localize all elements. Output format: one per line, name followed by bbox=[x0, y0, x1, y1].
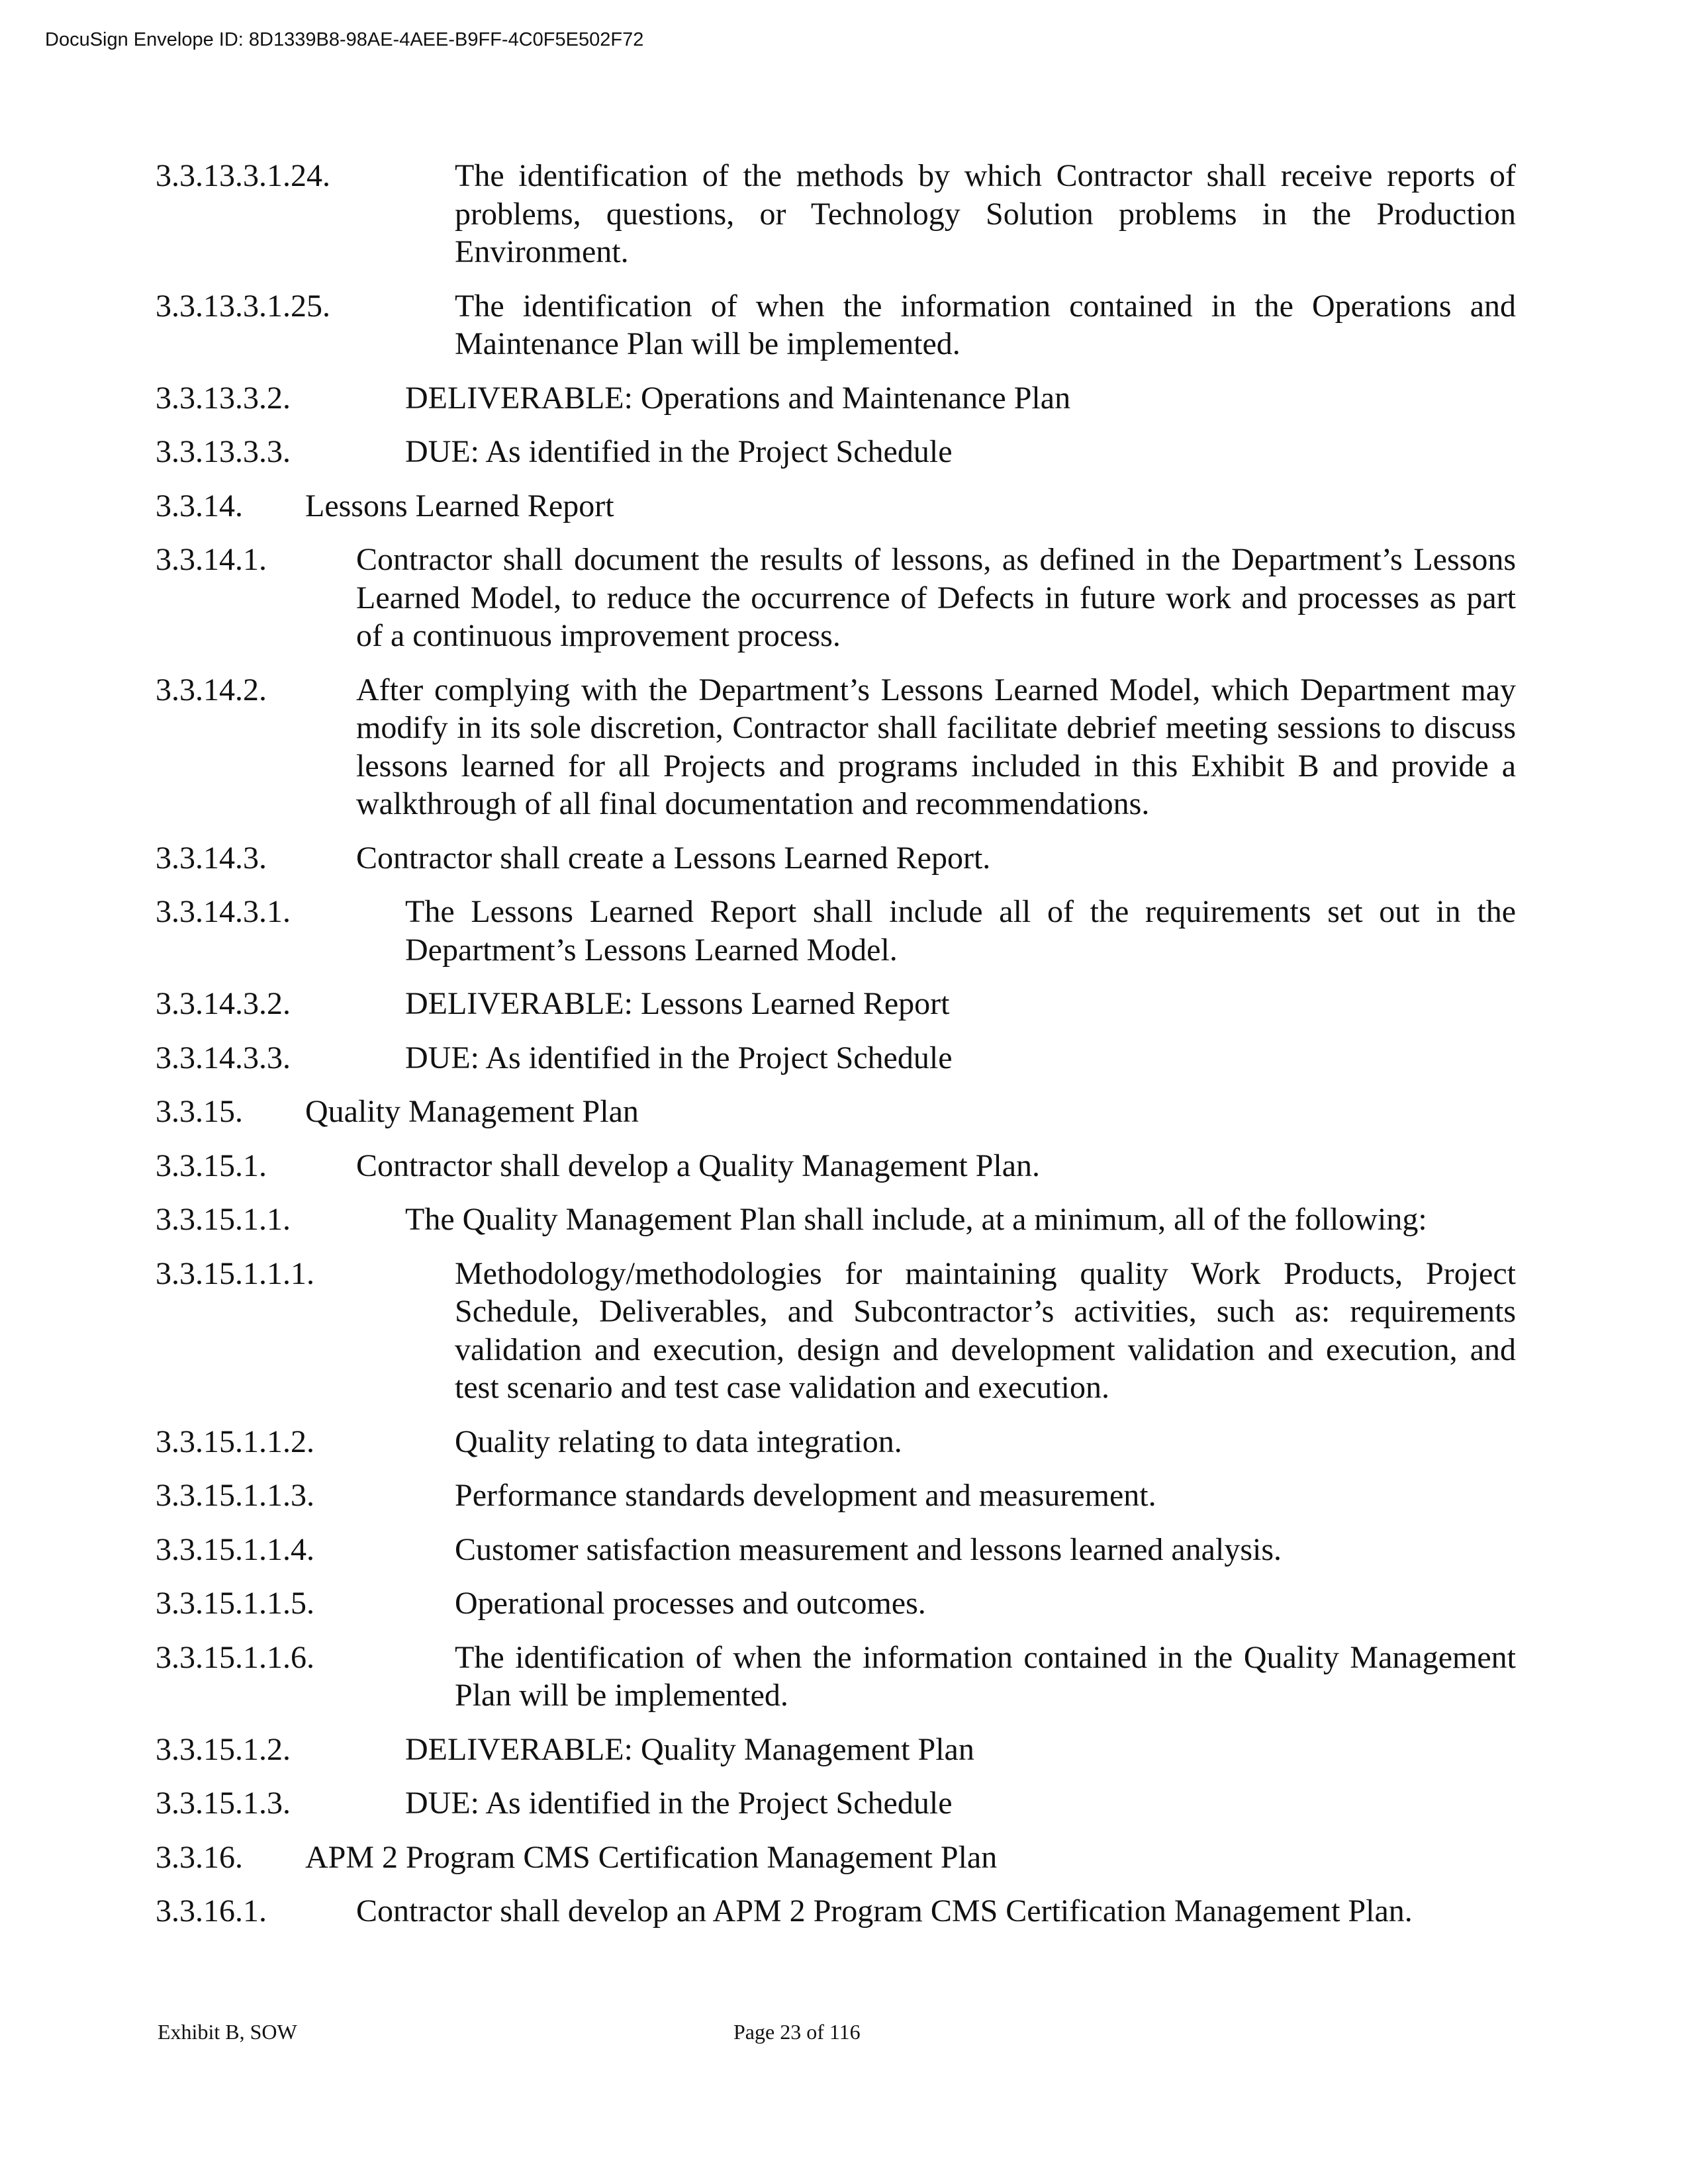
section-text: The identification of when the information contained in the Operations and Maintenance Plan will be implemented. bbox=[455, 288, 1516, 361]
list-item bbox=[0, 1584, 1688, 1623]
section-number: 3.3.14.2. bbox=[156, 672, 267, 707]
list-item bbox=[0, 1639, 1688, 1715]
section-text: Customer satisfaction measurement and lessons learned analysis. bbox=[455, 1531, 1282, 1567]
section-number: 3.3.15.1.1.4. bbox=[156, 1531, 314, 1567]
section-text: The Lessons Learned Report shall include all of the requirements set out in the Department’s Lessons Learned Model. bbox=[405, 894, 1516, 968]
list-item bbox=[0, 1477, 1688, 1515]
section-text: The identification of the methods by which Contractor shall receive reports of problems, questions, or Technology Solution problems in the Production Environment. bbox=[455, 158, 1516, 269]
footer-document-label: Exhibit B, SOW bbox=[158, 2020, 297, 2044]
section-number: 3.3.15.1.1. bbox=[156, 1202, 291, 1237]
section-number: 3.3.14.3.2. bbox=[156, 986, 291, 1021]
section-number: 3.3.15.1. bbox=[156, 1148, 267, 1183]
section-number: 3.3.14.3.3. bbox=[156, 1040, 291, 1075]
section-number: 3.3.14.1. bbox=[156, 542, 267, 577]
section-number: 3.3.15.1.1.6. bbox=[156, 1639, 314, 1675]
list-item bbox=[0, 1784, 1688, 1823]
section-text: DELIVERABLE: Operations and Maintenance Plan bbox=[405, 380, 1071, 416]
list-item bbox=[0, 839, 1688, 878]
section-number: 3.3.13.3.2. bbox=[156, 380, 291, 416]
list-item bbox=[0, 1423, 1688, 1461]
section-number: 3.3.14. bbox=[156, 488, 243, 523]
list-item bbox=[0, 541, 1688, 655]
section-number: 3.3.16.1. bbox=[156, 1893, 267, 1929]
section-number: 3.3.13.3.1.25. bbox=[156, 288, 330, 324]
list-item bbox=[0, 1255, 1688, 1407]
section-text: Contractor shall develop an APM 2 Program CMS Certification Management Plan. bbox=[356, 1893, 1413, 1929]
section-text: DUE: As identified in the Project Schedule bbox=[405, 1786, 953, 1821]
section-text: DUE: As identified in the Project Schedule bbox=[405, 434, 953, 469]
section-number: 3.3.16. bbox=[156, 1839, 243, 1875]
section-number: 3.3.15.1.1.2. bbox=[156, 1424, 314, 1459]
section-text: Contractor shall develop a Quality Management Plan. bbox=[356, 1148, 1041, 1183]
section-number: 3.3.15.1.1.3. bbox=[156, 1478, 314, 1513]
list-item bbox=[0, 1201, 1688, 1239]
section-number: 3.3.13.3.1.24. bbox=[156, 158, 330, 193]
section-heading bbox=[0, 1839, 1688, 1877]
section-number: 3.3.14.3. bbox=[156, 840, 267, 876]
section-heading bbox=[0, 1093, 1688, 1131]
list-item bbox=[0, 433, 1688, 471]
document-body bbox=[0, 157, 1688, 1946]
section-title: APM 2 Program CMS Certification Management Plan bbox=[305, 1839, 998, 1875]
section-text: The identification of when the information contained in the Quality Management Plan will be implemented. bbox=[455, 1639, 1516, 1713]
section-text: DELIVERABLE: Quality Management Plan bbox=[405, 1731, 974, 1767]
list-item bbox=[0, 1147, 1688, 1185]
section-number: 3.3.15.1.3. bbox=[156, 1786, 291, 1821]
section-number: 3.3.14.3.1. bbox=[156, 894, 291, 929]
list-item bbox=[0, 1892, 1688, 1931]
section-text: Quality relating to data integration. bbox=[455, 1424, 902, 1459]
section-number: 3.3.15. bbox=[156, 1094, 243, 1129]
section-text: DELIVERABLE: Lessons Learned Report bbox=[405, 986, 950, 1021]
list-item bbox=[0, 985, 1688, 1023]
section-text: DUE: As identified in the Project Schedule bbox=[405, 1040, 953, 1075]
list-item bbox=[0, 1531, 1688, 1569]
section-text: The Quality Management Plan shall include, at a minimum, all of the following: bbox=[405, 1202, 1427, 1237]
list-item bbox=[0, 157, 1688, 271]
section-number: 3.3.15.1.2. bbox=[156, 1731, 291, 1767]
section-number: 3.3.13.3.3. bbox=[156, 434, 291, 469]
section-text: Performance standards development and measurement. bbox=[455, 1478, 1156, 1513]
list-item bbox=[0, 1039, 1688, 1077]
list-item bbox=[0, 379, 1688, 418]
section-number: 3.3.15.1.1.1. bbox=[156, 1255, 314, 1291]
section-heading bbox=[0, 487, 1688, 525]
section-text: Contractor shall document the results of lessons, as defined in the Department’s Lessons Learned Model, to reduce the occurrence of Defects in future work and processes as part of a continuous improvement process. bbox=[356, 542, 1516, 653]
docusign-envelope-id: DocuSign Envelope ID: 8D1339B8-98AE-4AEE-B9FF-4C0F5E502F72 bbox=[45, 29, 644, 50]
footer-page-number: Page 23 of 116 bbox=[733, 2020, 861, 2044]
section-text: Operational processes and outcomes. bbox=[455, 1586, 926, 1621]
section-title: Quality Management Plan bbox=[305, 1094, 639, 1129]
list-item bbox=[0, 287, 1688, 363]
section-title: Lessons Learned Report bbox=[305, 488, 614, 523]
list-item bbox=[0, 1731, 1688, 1769]
section-text: Methodology/methodologies for maintaining quality Work Products, Project Schedule, Deliverables, and Subcontractor’s activities, such as: requirements validation and execution, design and development validation and execution, and test scenario and test case validation and execution. bbox=[455, 1255, 1516, 1405]
section-number: 3.3.15.1.1.5. bbox=[156, 1586, 314, 1621]
section-text: Contractor shall create a Lessons Learned Report. bbox=[356, 840, 991, 876]
list-item bbox=[0, 671, 1688, 823]
section-text: After complying with the Department’s Lessons Learned Model, which Department may modify in its sole discretion, Contractor shall facilitate debrief meeting sessions to discuss lessons learned for all Projects and programs included in this Exhibit B and provide a walkthrough of all final documentation and recommendations. bbox=[356, 672, 1516, 821]
list-item bbox=[0, 893, 1688, 969]
